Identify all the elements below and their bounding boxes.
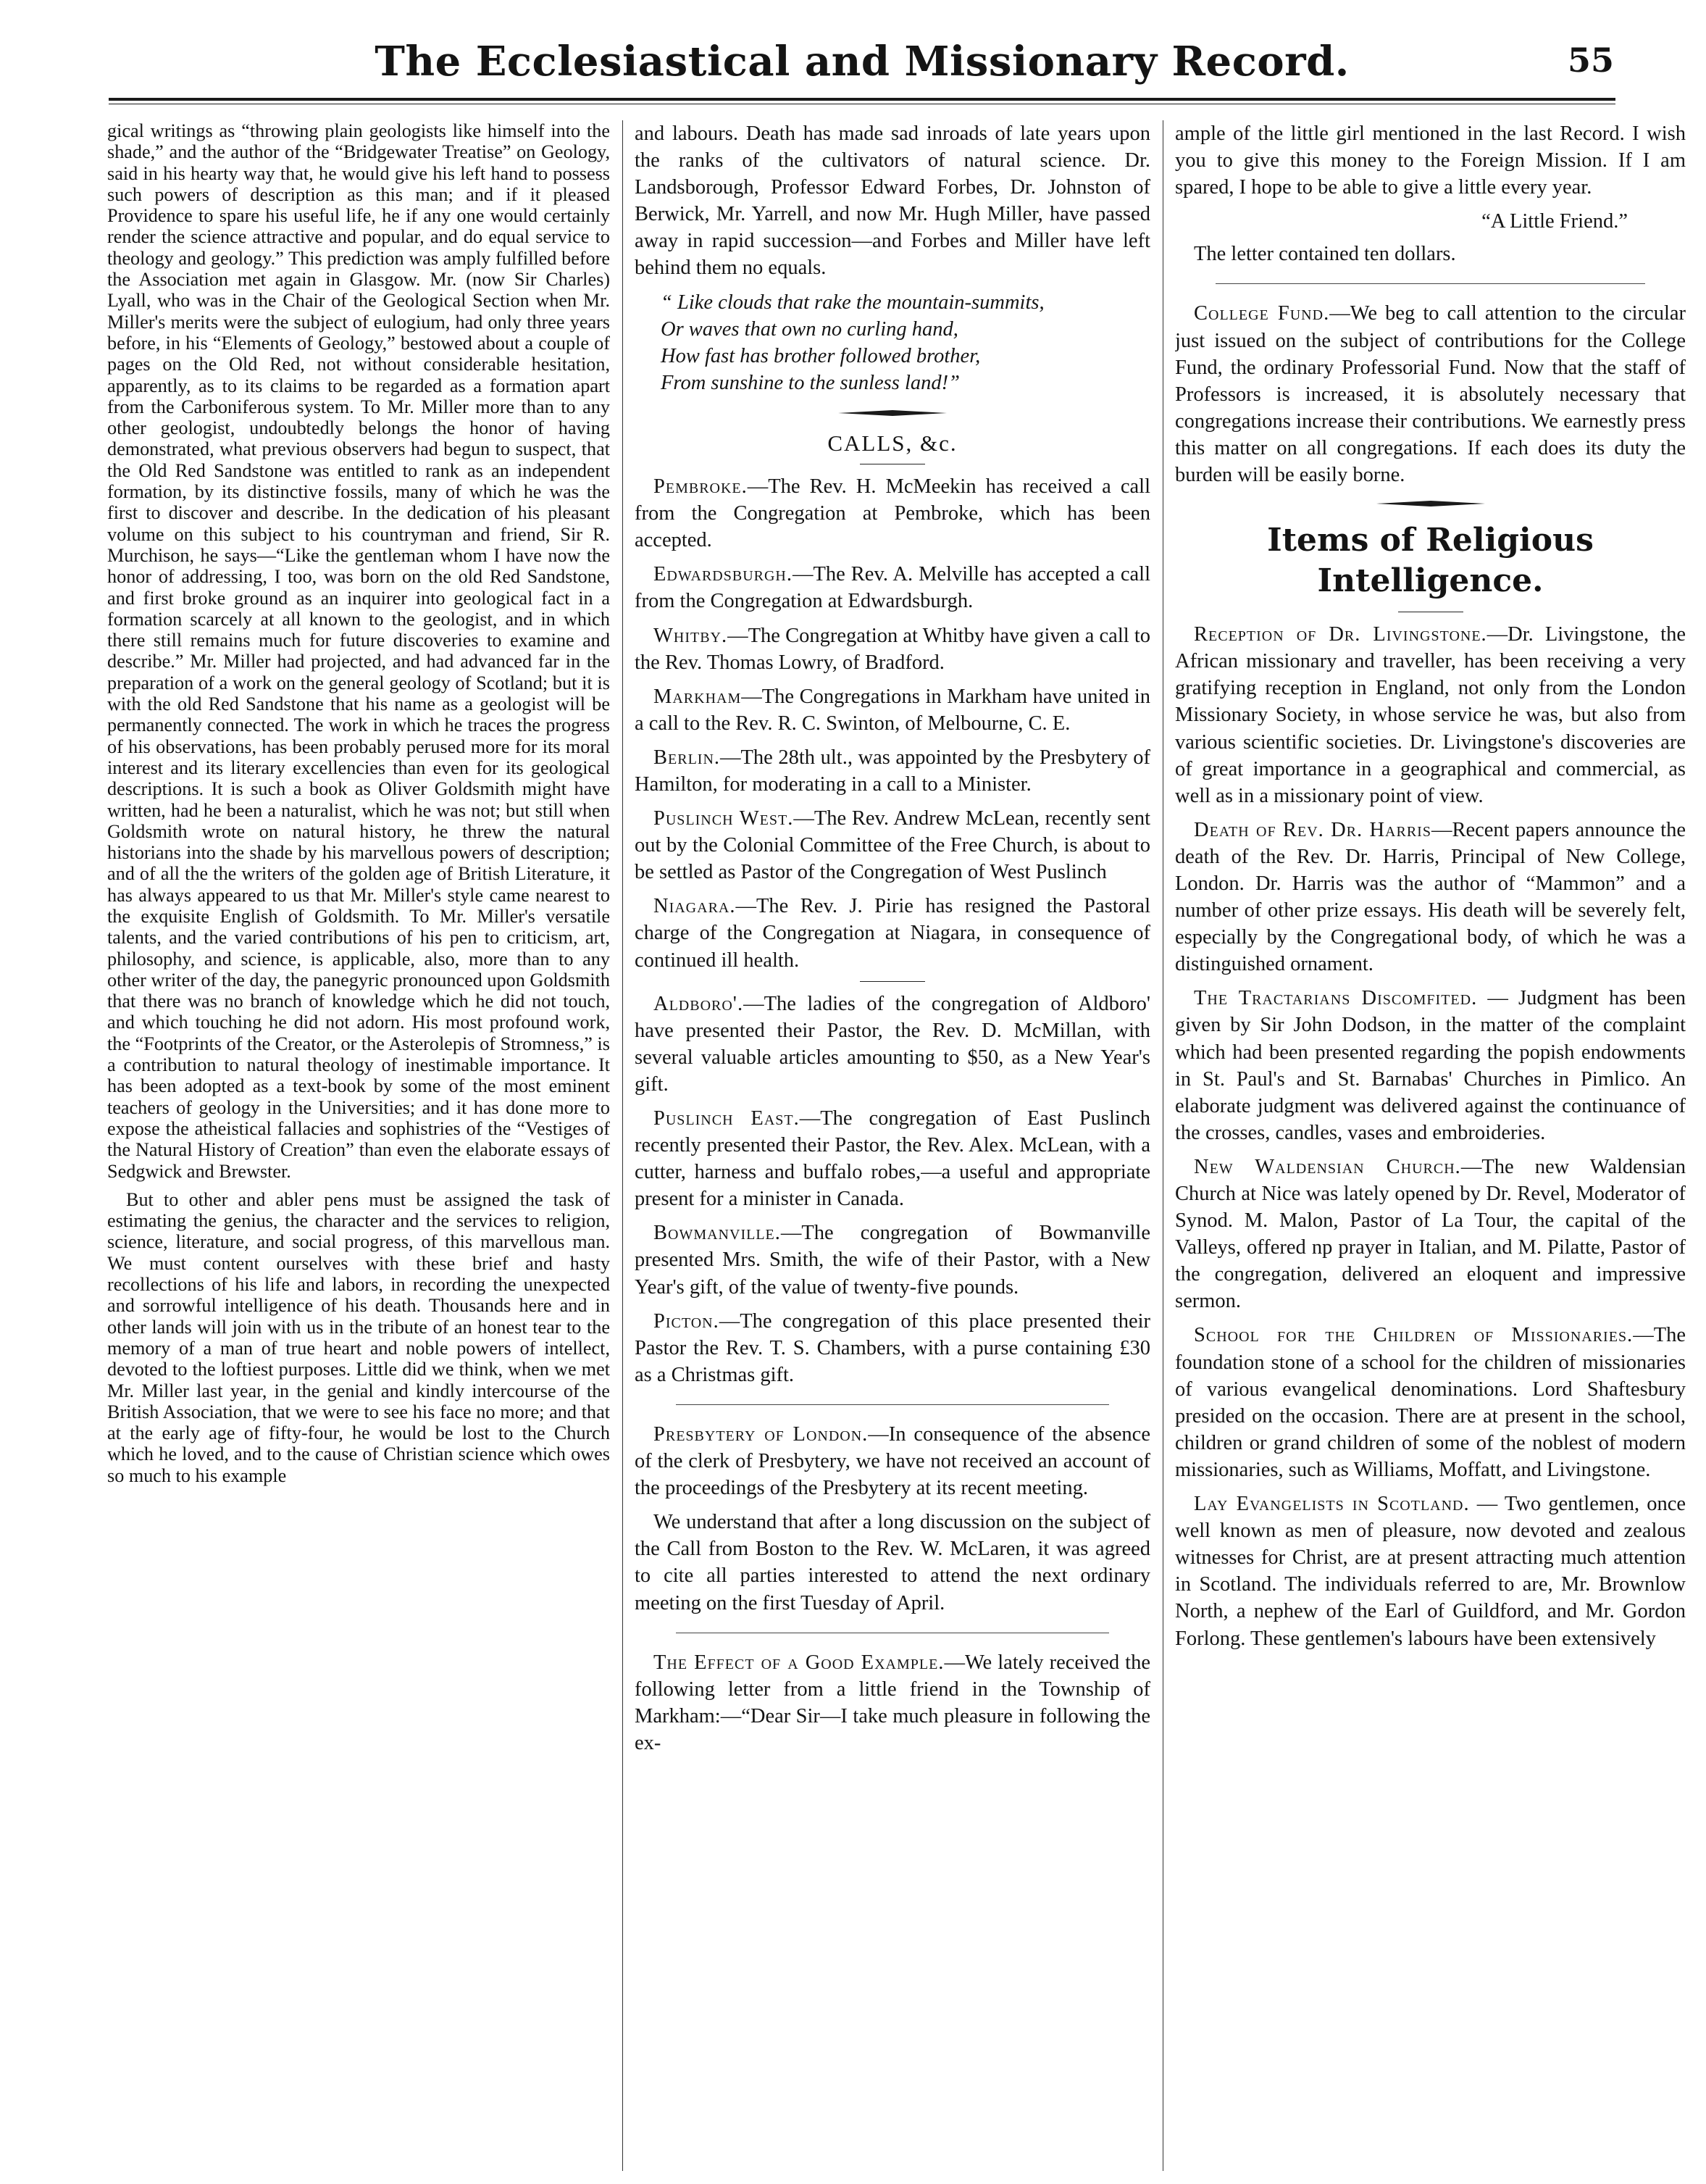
call-item-text: —The 28th ult., was appointed by the Presbytery of Hamilton, for moderating in a call to a Minister. bbox=[635, 746, 1150, 796]
gift-item-text: —The ladies of the congregation of Aldboro' have presented their Pastor, the Rev. D. McMillan, with several valuable articles amounting to $50, as a New Year's gift. bbox=[635, 992, 1150, 1096]
verse-line: Or waves that own no curling hand, bbox=[661, 317, 958, 341]
call-item-text: —The Congregations in Markham have united in a call to the Rev. R. C. Swinton, of Melbourne, C. E. bbox=[635, 685, 1150, 735]
short-rule bbox=[860, 981, 925, 982]
gift-item-head: Picton. bbox=[653, 1309, 719, 1333]
call-item-head: Niagara. bbox=[653, 895, 736, 918]
call-item-text: —The Rev. H. McMeekin has received a call from the Congregation at Pembroke, which has been accepted. bbox=[635, 475, 1150, 552]
verse-line: From sunshine to the sunless land!” bbox=[661, 371, 960, 394]
section-rule bbox=[676, 1404, 1109, 1405]
gift-item bbox=[635, 991, 1150, 1098]
gift-item-head: Aldboro'. bbox=[653, 992, 744, 1015]
header-rule-thick bbox=[109, 98, 1615, 101]
section-rule bbox=[1216, 283, 1644, 284]
quoted-verse bbox=[661, 289, 1150, 396]
news-item-text: —Dr. Livingstone, the African missionary and traveller, has been receiving a very gratifying reception in England, not only from the London Missionary Society, in whose service he was, but also from various scientific societies. Dr. Livingstone's discoveries are of great importance in a geographical and commercial, as well as in a missionary point of view. bbox=[1175, 623, 1686, 807]
section-heading-religious-intelligence: Items of Religious Intelligence. bbox=[1267, 522, 1594, 600]
presbytery-head: Presbytery of London. bbox=[653, 1422, 869, 1446]
call-item bbox=[635, 473, 1150, 554]
example-head: The Effect of a Good Example. bbox=[653, 1651, 945, 1674]
news-item bbox=[1175, 1322, 1686, 1483]
verse-line: “ Like clouds that rake the mountain-summits, bbox=[661, 291, 1045, 314]
presbytery-text: —In consequence of the absence of the clerk of Presbytery, we have not received an account of the proceedings of the Presbytery at its recent meeting. bbox=[635, 1422, 1150, 1500]
miller-article-conclusion: and labours. Death has made sad inroads of late years upon the ranks of the cultivators of natural science. Dr. Landsborough, Professor Edward Forbes, Dr. Johnston of Berwick, Mr. Yarrell, and now Mr. Hugh Miller, have passed away in rapid succession—and Forbes and Miller have left behind them no equals. bbox=[635, 122, 1150, 280]
call-item-text: —The Rev. Andrew McLean, recently sent out by the Colonial Committee of the Free Church, is about to be settled as Pastor of the Congregation of West Puslinch bbox=[635, 807, 1150, 884]
column-1 bbox=[107, 120, 610, 2164]
news-item-head: The Tractarians Discomfited. bbox=[1194, 987, 1478, 1010]
gift-item bbox=[635, 1220, 1150, 1300]
news-item bbox=[1175, 1154, 1686, 1315]
letter-note: The letter contained ten dollars. bbox=[1194, 243, 1456, 266]
gift-item-text: —The congregation of East Puslinch recently presented their Pastor, the Rev. Alex. McLean, with a cutter, harness and buffalo robes,—a useful and appropriate present for a minister in Canada. bbox=[635, 1107, 1150, 1211]
call-item bbox=[635, 744, 1150, 798]
news-item-head: Death of Rev. Dr. Harris bbox=[1194, 818, 1431, 841]
publication-title: The Ecclesiastical and Missionary Record. bbox=[375, 38, 1350, 86]
gift-item bbox=[635, 1105, 1150, 1212]
gift-item-head: Bowmanville. bbox=[653, 1222, 781, 1245]
ornamental-divider-icon bbox=[838, 408, 947, 418]
miller-article-paragraph: gical writings as “throwing plain geologists like himself into the shade,” and the author of the “Bridgewater Treatise” on Geology, said in his hearty way that, he would give his left hand to possess such powers of description as this man; and if it pleased Providence to spare his useful life, he if any one would certainly render the science attractive and popular, and do equal service to theology and geology.” This prediction was amply fulfilled before the Association met again in Glasgow. Mr. (now Sir Charles) Lyall, who was in the Chair of the Geological Section when Mr. Miller's merits were the subject of eulogium, had only three years before, in his “Elements of Geology,” bestowed about a couple of pages on the Old Red, not without considerable hesitation, apparently, as to its claims to be regarded as a formation apart from the Carboniferous system. To Mr. Miller more than to any other geologist, undoubtedly belongs the honor of having demonstrated, what previous observers had begun to suspect, that the Old Red Sandstone was entitled to rank as an independent formation, by its distinctive fossils, many of which he was the first to discover and describe. In the dedication of his pleasant volume on this subject to his countryman and friend, Sir R. Murchison, he says—“Like the gentleman whom I have now the honor of addressing, I too, was born on the old Red Sandstone, and first broke ground as an inquirer into geological fact in a formation scarcely at all known to the geologist, and in which there still remains much for future discoveries to examine and describe.” Mr. Miller had projected, and had advanced far in the preparation of a work on the general geology of Scotland; but it is with the old Red Sandstone that his name as a geologist will be permanently connected. The work in which he traces the progress of his observations, has been probably perused more for its moral interest and its literary excellencies than even for its geological descriptions. It is such a book as Oliver Goldsmith might have written, had he been a naturalist, which he was not; but still when Goldsmith wrote on natural history, he threw the natural historians into the shade by his marvellous powers of description; and of all the the writers of the golden age of British Literature, it has always appeared to us that Mr. Miller's style came nearest to the exquisite English of Goldsmith. To Mr. Miller's versatile talents, and the varied contributions of his pen to criticism, art, philosophy, and science, is applicable, also, more than to any other writer of the day, the panegyric pronounced upon Goldsmith that there was no branch of knowledge which he did not touch, and which touching he did not adorn. His most profound work, the “Footprints of the Creator, or the Asterolepis of Stromness,” is a contribution to natural theology of inestimable importance. It has been adopted as a text-book by some of the most eminent teachers of geology in the Universities; and it has done more to expose the atheistical fallacies and sophistries of the “Vestiges of the Natural History of Creation” than even the elaborate essays of Sedgwick and Brewster. bbox=[107, 120, 610, 1182]
college-fund-head: College Fund. bbox=[1194, 302, 1330, 325]
example-text: —We lately received the following letter from a little friend in the Township of Markham:—“Dear Sir—I take much pleasure in following the ex- bbox=[635, 1651, 1150, 1754]
gift-item-text: —The congregation of this place presented their Pastor the Rev. T. S. Chambers, with a purse containing £30 as a Christmas gift. bbox=[635, 1309, 1150, 1386]
column-divider-1 bbox=[622, 120, 623, 2171]
call-item-head: Markham bbox=[653, 685, 742, 708]
call-item bbox=[635, 805, 1150, 885]
column-2 bbox=[635, 120, 1150, 2164]
news-item-text: —The new Waldensian Church at Nice was lately opened by Dr. Revel, Moderator of Synod. M. Malon, Pastor of La Tour, the capital of the Valleys, offered np prayer in Italian, and M. Pilatte, Pastor of the congregation, delivered an eloquent and impressive sermon. bbox=[1175, 1155, 1686, 1313]
call-item-head: Whitby. bbox=[653, 624, 728, 647]
example-item bbox=[635, 1649, 1150, 1756]
news-item-text: — Two gentlemen, once well known as men of pleasure, now devoted and zealous witnesses for Christ, are at present attracting much attention in Scotland. The individuals referred to are, Mr. Brownlow North, a nephew of the Earl of Guildford, and Mr. Gordon Forlong. These gentlemen's labours have been extensively bbox=[1175, 1493, 1686, 1650]
page-number: 55 bbox=[1567, 41, 1614, 80]
column-3 bbox=[1175, 120, 1686, 2164]
college-fund-text: —We beg to call attention to the circular just issued on the subject of contributions for the College Fund, the ordinary Professorial Fund. Now that the staff of Professors is increased, it is absolutely necessary that congregations increase their contributions. We earnestly press this matter on all congregations. If each does its duty the burden will be easily borne. bbox=[1175, 302, 1686, 487]
college-fund-item bbox=[1175, 300, 1686, 488]
news-item bbox=[1175, 621, 1686, 809]
verse-line: How fast has brother followed brother, bbox=[661, 344, 981, 367]
gift-item bbox=[635, 1308, 1150, 1388]
call-item-text: —The Rev. A. Melville has accepted a call from the Congregation at Edwardsburgh. bbox=[635, 563, 1150, 613]
news-item bbox=[1175, 985, 1686, 1146]
letter-signature: “A Little Friend.” bbox=[1481, 210, 1628, 233]
masthead bbox=[109, 35, 1615, 93]
letter-text: ample of the little girl mentioned in the last Record. I wish you to give this money to the Foreign Mission. If I am spared, I hope to be able to give a little every year. bbox=[1175, 122, 1686, 199]
presbytery-item-continued: We understand that after a long discussion on the subject of the Call from Boston to the Rev. W. McLaren, it was agreed to cite all parties interested to attend the next ordinary meeting on the first Tuesday of April. bbox=[635, 1511, 1150, 1614]
news-item-head: School for the Children of Missionaries. bbox=[1194, 1324, 1634, 1347]
section-heading-calls: CALLS, &c. bbox=[827, 430, 958, 456]
presbytery-item bbox=[635, 1421, 1150, 1501]
gift-item-text: —The congregation of Bowmanville presented Mrs. Smith, the wife of their Pastor, with a New Year's gift, of the value of twenty-five pounds. bbox=[635, 1222, 1150, 1299]
news-item-text: —The foundation stone of a school for the children of missionaries of various evangelical denominations. Lord Shaftesbury presided on the occasion. There are at present in the school, children or grand children of some of the noblest of modern missionaries, such as Williams, Moffatt, and Livingstone. bbox=[1175, 1324, 1686, 1481]
call-item-head: Puslinch West. bbox=[653, 807, 794, 830]
news-item bbox=[1175, 817, 1686, 978]
call-item-text: —The Rev. J. Pirie has resigned the Pastoral charge of the Congregation at Niagara, in consequence of continued ill health. bbox=[635, 895, 1150, 972]
call-item bbox=[635, 683, 1150, 737]
news-item-text: — Judgment has been given by Sir John Dodson, in the matter of the complaint which had been presented regarding the popish endowments in St. Paul's and St. Barnabas' Churches in Pimlico. An elaborate judgment was delivered against the continuance of the crosses, candles, vases and embroideries. bbox=[1175, 987, 1686, 1144]
ornamental-divider-icon bbox=[1376, 499, 1485, 509]
miller-article-paragraph: But to other and abler pens must be assigned the task of estimating the genius, the character and the services to religion, science, literature, and social progress, of this marvellous man. We must content ourselves with these brief and hasty recollections of his life and labors, in recording the unexpected and sorrowful intelligence of his death. Thousands here and in other lands will join with us in the tribute of an honest tear to the memory of a man of true heart and noble powers of intellect, devoted to the loftiest purposes. Little did we think, when we met Mr. Miller last year, in the genial and kindly intercourse of the British Association, that we were to see his face no more; and that at the early age of fifty-four, he would be lost to the Church which he loved, and to the cause of Christian science which owes so much to his example bbox=[107, 1188, 610, 1486]
call-item-head: Edwardsburgh. bbox=[653, 563, 793, 586]
call-item bbox=[635, 561, 1150, 614]
call-item-head: Berlin. bbox=[653, 746, 721, 769]
news-item bbox=[1175, 1491, 1686, 1652]
news-item-head: Lay Evangelists in Scotland. bbox=[1194, 1493, 1470, 1516]
news-item-head: New Waldensian Church. bbox=[1194, 1155, 1461, 1178]
call-item-head: Pembroke. bbox=[653, 475, 748, 499]
gift-item-head: Puslinch East. bbox=[653, 1107, 800, 1130]
call-item bbox=[635, 893, 1150, 973]
news-item-head: Reception of Dr. Livingstone. bbox=[1194, 623, 1487, 646]
news-item-text: —Recent papers announce the death of the Rev. Dr. Harris, Principal of New College, London. Dr. Harris was the author of “Mammon” and a number of other prize essays. His death will be severely felt, especially by the Congregational body, of which he was a distinguished ornament. bbox=[1175, 818, 1686, 976]
call-item bbox=[635, 622, 1150, 676]
call-item-text: —The Congregation at Whitby have given a call to the Rev. Thomas Lowry, of Bradford. bbox=[635, 624, 1150, 674]
